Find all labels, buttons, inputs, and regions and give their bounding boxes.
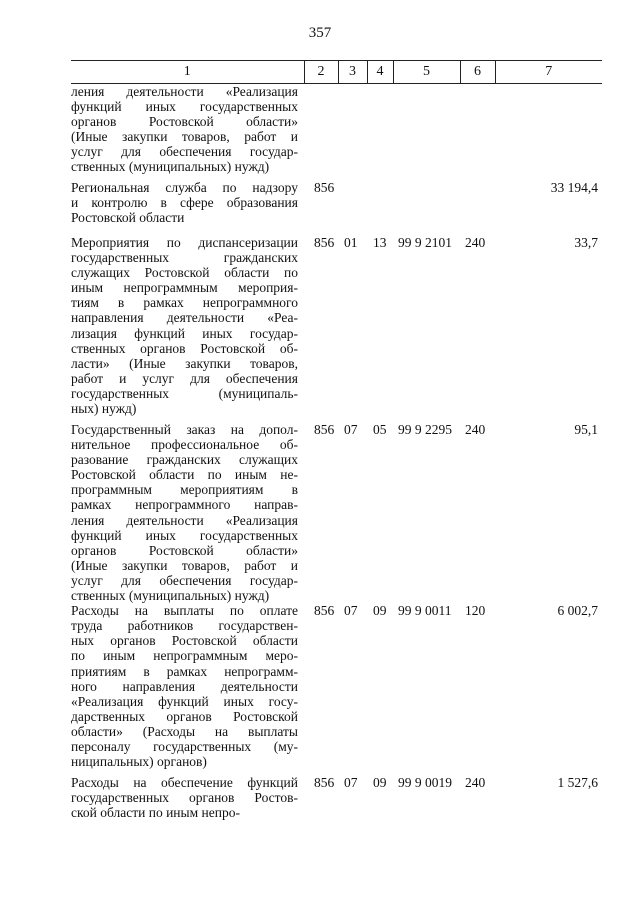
table-header [71, 61, 602, 84]
description-line: функций иных государственных [71, 99, 298, 115]
amount-cell: 1 527,6 [557, 775, 598, 791]
admin-code-cell: 856 [314, 422, 335, 437]
admin-code-cell: 856 [314, 775, 335, 791]
section-cell: 07 [344, 422, 358, 437]
description-line: и контролю в сфере образования [71, 195, 298, 211]
admin-code-cell: 856 [314, 235, 335, 250]
target-article-cell: 99 9 2101 [398, 235, 452, 250]
header-col-2: 2 [304, 61, 338, 84]
description-line: Региональная служба по надзору [71, 180, 298, 195]
description-line: ных органов Ростовской области [71, 633, 298, 649]
target-article-cell: 99 9 2295 [398, 422, 452, 437]
description-line: (Иные закупки товаров, работ и [71, 557, 298, 573]
description-line: Расходы на выплаты по оплате [71, 603, 298, 619]
description-cell [71, 603, 304, 775]
description-line: ления деятельности «Реализация [71, 84, 298, 99]
description-line: ственных органов Ростовской об- [71, 340, 298, 356]
description-line: ственных (муниципальных) нужд) [71, 159, 270, 175]
section-cell [338, 180, 367, 235]
expense-type-cell: 240 [465, 235, 486, 250]
table-body [71, 84, 602, 836]
description-cell [71, 84, 304, 181]
description-line: государственных органов Ростов- [71, 790, 298, 806]
target-article-cell: 99 9 0019 [398, 775, 452, 791]
description-line: государственных (муниципаль- [71, 385, 298, 401]
description-line: ской области по иным непро- [71, 805, 240, 821]
description-line: персоналу государственных (му- [71, 738, 298, 754]
description-line: Расходы на обеспечение функций [71, 775, 298, 791]
target-article-cell [393, 180, 460, 235]
description-line: услуг для обеспечения государ- [71, 144, 298, 160]
description-line: приятиям в рамках непрограмм- [71, 663, 298, 679]
amount-cell: 33 194,4 [550, 180, 598, 195]
table-row [71, 180, 602, 235]
table-row [71, 84, 602, 181]
description-line: Государственный заказ на допол- [71, 422, 298, 437]
description-line: ных) нужд) [71, 401, 137, 417]
description-line: Ростовской области [71, 210, 185, 226]
description-line: органов Ростовской области» [71, 114, 298, 130]
target-article-cell [393, 84, 460, 181]
description-line: труда работников государствен- [71, 618, 298, 634]
table-row [71, 422, 602, 603]
admin-code-cell [304, 84, 338, 181]
header-col-5: 5 [393, 61, 460, 84]
description-line: по иным непрограммным меро- [71, 648, 298, 664]
subsection-cell: 05 [373, 422, 387, 437]
description-cell [71, 180, 304, 235]
amount-cell [495, 84, 602, 181]
description-line: ниципальных) органов) [71, 754, 207, 770]
description-line: области» (Расходы на выплаты [71, 723, 298, 739]
description-line: функций иных государственных [71, 527, 298, 543]
expense-type-cell [460, 180, 495, 235]
admin-code-cell: 856 [314, 180, 335, 195]
subsection-cell: 13 [373, 235, 387, 250]
target-article-cell: 99 9 0011 [398, 603, 452, 619]
budget-table [71, 60, 602, 835]
description-line: ного направления деятельности [71, 678, 298, 694]
header-col-4: 4 [367, 61, 393, 84]
header-col-3: 3 [338, 61, 367, 84]
table-row [71, 235, 602, 422]
description-line: служащих Ростовской области по [71, 265, 298, 281]
description-line: нительное профессиональное об- [71, 437, 298, 453]
expense-type-cell: 120 [465, 603, 486, 619]
description-line: разование гражданских служащих [71, 452, 298, 468]
description-line: Мероприятия по диспансеризации [71, 235, 298, 250]
description-line: программным мероприятиям в [71, 482, 298, 498]
description-line: лизация функций иных государ- [71, 325, 298, 341]
description-line: «Реализация функций иных госу- [71, 693, 298, 709]
description-line: (Иные закупки товаров, работ и [71, 129, 298, 145]
subsection-cell: 09 [373, 775, 387, 791]
description-line: органов Ростовской области» [71, 542, 298, 558]
description-line: тиям в рамках непрограммного [71, 295, 298, 311]
description-line: государственных гражданских [71, 250, 298, 266]
amount-cell: 95,1 [574, 422, 598, 437]
description-line: ственных (муниципальных) нужд) [71, 588, 270, 604]
section-cell: 07 [344, 603, 358, 619]
section-cell: 01 [344, 235, 358, 250]
description-line: услуг для обеспечения государ- [71, 572, 298, 588]
section-cell: 07 [344, 775, 358, 791]
description-line: направления деятельности «Реа- [71, 310, 298, 326]
header-col-6: 6 [460, 61, 495, 84]
table-row [71, 603, 602, 775]
section-cell [338, 84, 367, 181]
subsection-cell [367, 180, 393, 235]
description-cell [71, 775, 304, 835]
expense-type-cell [460, 84, 495, 181]
description-line: иным непрограммным мероприя- [71, 280, 298, 296]
description-line: рамках непрограммного направ- [71, 497, 298, 513]
table-row [71, 775, 602, 835]
description-line: дарственных органов Ростовской [71, 708, 298, 724]
description-line: Ростовской области по иным не- [71, 467, 298, 483]
header-col-7: 7 [495, 61, 602, 84]
page-number: 357 [308, 25, 332, 41]
expense-type-cell: 240 [465, 422, 486, 437]
expense-type-cell: 240 [465, 775, 486, 791]
amount-cell: 33,7 [574, 235, 598, 250]
description-cell [71, 422, 304, 603]
subsection-cell: 09 [373, 603, 387, 619]
subsection-cell [367, 84, 393, 181]
amount-cell: 6 002,7 [557, 603, 598, 619]
description-cell [71, 235, 304, 422]
description-line: ления деятельности «Реализация [71, 512, 298, 528]
header-col-1: 1 [71, 61, 304, 84]
description-line: работ и услуг для обеспечения [71, 370, 298, 386]
description-line: ласти» (Иные закупки товаров, [71, 355, 298, 371]
admin-code-cell: 856 [314, 603, 335, 619]
